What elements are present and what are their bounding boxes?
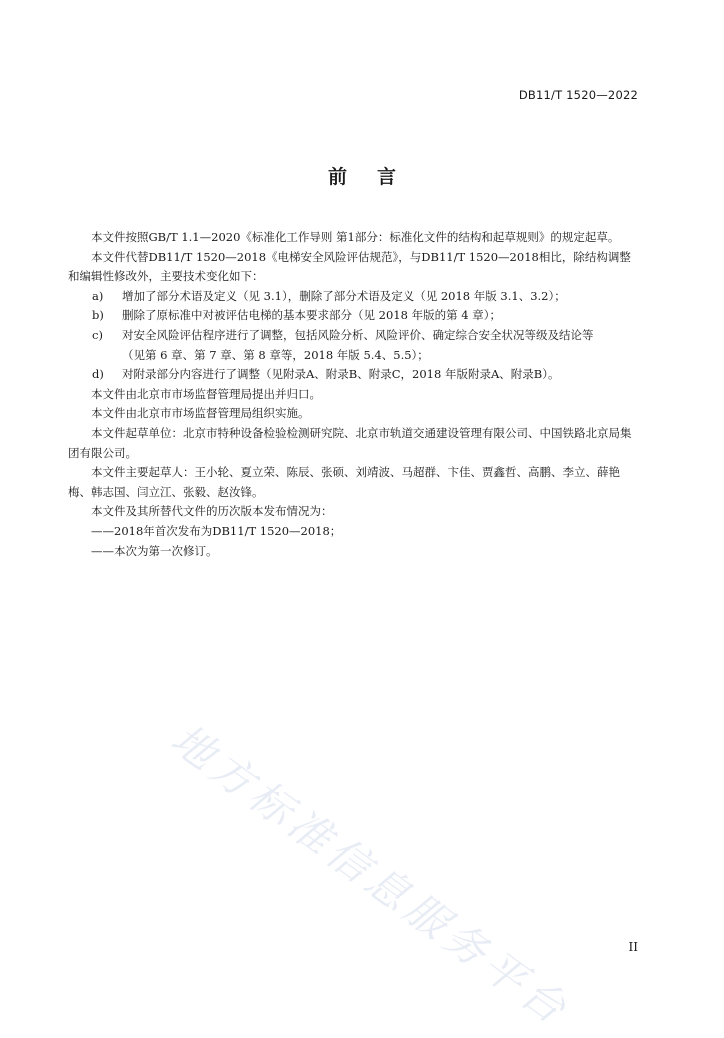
paragraph: 本文件及其所替代文件的历次版本发布情况为：: [91, 504, 333, 519]
list-item: [68, 306, 640, 326]
paragraph: 本文件由北京市市场监督管理局提出并归口。: [91, 386, 321, 401]
list-item-text: 对附录部分内容进行了调整（见附录A、附录B、附录C，2018 年版附录A、附录B）。: [122, 367, 560, 382]
page-title: 前言: [327, 166, 426, 188]
list-item-label: c): [92, 327, 103, 342]
list-item: [68, 365, 640, 385]
paragraph: ——本次为第一次修订。: [91, 543, 218, 558]
paragraph: 本文件由北京市市场监督管理局组织实施。: [91, 406, 310, 421]
paragraph: 本文件主要起草人：王小轮、夏立荣、陈辰、张硕、刘靖波、马超群、卞佳、贾鑫哲、高鹏、李立、薛艳梅、韩志国、闫立江、张毅、赵汝锋。: [68, 465, 620, 499]
list-item-continuation: （见第 6 章、第 7 章、第 8 章等，2018 年版 5.4、5.5）；: [122, 347, 429, 362]
list-item: [68, 326, 640, 346]
list-item-label: a): [92, 288, 104, 303]
paragraph: 本文件代替DB11/T 1520—2018《电梯安全风险评估规范》，与DB11/T 1520—2018相比，除结构调整和编辑性修改外，主要技术变化如下：: [68, 249, 631, 284]
page-number: II: [628, 940, 638, 954]
foreword-content: [68, 228, 640, 561]
paragraph: 本文件按照GB/T 1.1—2020《标准化工作导则 第1部分：标准化文件的结构和起草规则》的规定起草。: [91, 230, 620, 244]
list-item: [68, 287, 640, 307]
paragraph: 本文件起草单位：北京市特种设备检验检测研究院、北京市轨道交通建设管理有限公司、中国铁路北京局集团有限公司。: [68, 425, 632, 460]
document-code: DB11/T 1520—2022: [518, 88, 638, 102]
paragraph: ——2018年首次发布为DB11/T 1520—2018；: [91, 523, 342, 538]
list-item-text: 增加了部分术语及定义（见 3.1），删除了部分术语及定义（见 2018 年版 3.1、3.2）；: [122, 288, 566, 303]
list-item-text: 删除了原标准中对被评估电梯的基本要求部分（见 2018 年版的第 4 章）；: [122, 308, 501, 323]
list-item-label: b): [92, 308, 104, 323]
list-item-label: d): [92, 367, 104, 382]
watermark: 地方标准信息服务平台: [162, 714, 580, 1036]
list-item-text: 对安全风险评估程序进行了调整，包括风险分析、风险评价、确定综合安全状况等级及结论等: [122, 327, 594, 342]
